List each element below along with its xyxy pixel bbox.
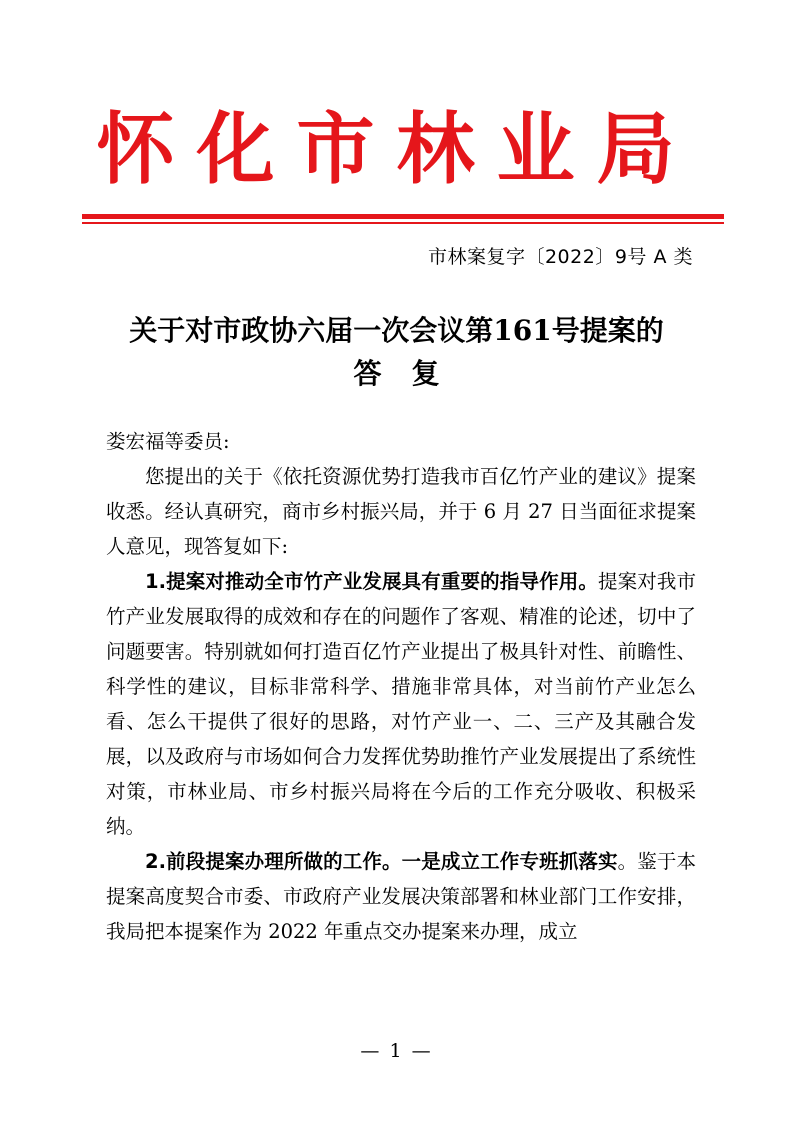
section-2-paragraph [106,844,696,949]
document-title-line-2: 答复 [353,357,470,390]
section-2-text: 。鉴于本提案高度契合市委、市政府产业发展决策部署和林业部门工作安排，我局把本提案作为 2022 年重点交办提案来办理，成立 [106,850,696,943]
document-number: 市林案复字〔2022〕9号 A 类 [427,246,693,268]
issuing-organization-title: 怀化市林业局 [96,105,697,195]
header-red-rule-thick [82,214,724,219]
section-2-heading: 2.前段提案办理所做的工作。一是成立工作专班抓落实 [145,850,618,873]
salutation: 娄宏福等委员: [106,430,230,453]
header-red-rule-thin [82,222,724,224]
section-1-heading: 1.提案对推动全市竹产业发展具有重要的指导作用。 [145,570,598,593]
intro-paragraph: 您提出的关于《依托资源优势打造我市百亿竹产业的建议》提案收悉。经认真研究，商市乡村振兴局，并于 6 月 27 日当面征求提案人意见，现答复如下: [106,465,696,558]
section-1-paragraph [106,564,696,844]
document-body [106,424,696,949]
page-number: — 1 — [360,1040,433,1062]
document-title-line-1: 关于对市政协六届一次会议第161号提案的 [129,314,664,347]
section-1-text: 提案对我市竹产业发展取得的成效和存在的问题作了客观、精准的论述，切中了问题要害。特别就如何打造百亿竹产业提出了极具针对性、前瞻性、科学性的建议，目标非常科学、措施非常具体，对当前竹产业怎么看、怎么干提供了很好的思路，对竹产业一、二、三产及其融合发展，以及政府与市场如何合力发挥优势助推竹产业发展提出了系统性对策，市林业局、市乡村振兴局将在今后的工作充分吸收、积极采纳。 [106,570,696,838]
